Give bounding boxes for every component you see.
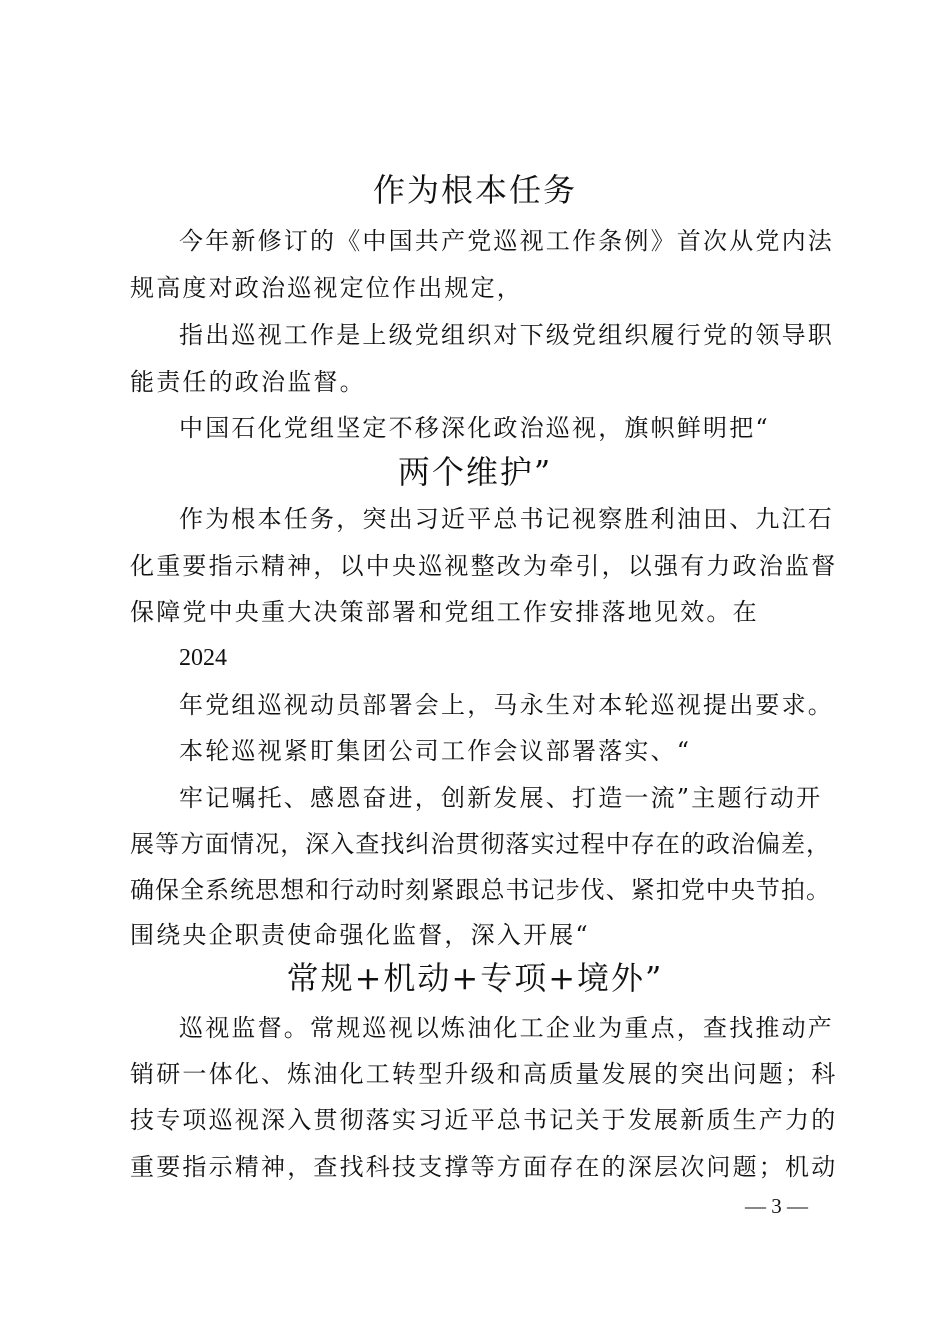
page-number: — 3 —	[745, 1194, 808, 1218]
paragraph-line: 巡视监督。常规巡视以炼油化工企业为重点，查找推动产	[179, 1014, 834, 1042]
year-text: 2024	[179, 645, 227, 671]
inline-heading: 常规+机动+专项+境外”	[286, 959, 664, 997]
paragraph-line: 规高度对政治巡视定位作出规定，	[130, 274, 523, 302]
paragraph-line: 年党组巡视动员部署会上，马永生对本轮巡视提出要求。	[179, 691, 834, 719]
inline-heading: 两个维护”	[397, 453, 553, 491]
paragraph-line: 化重要指示精神，以中央巡视整改为牵引，以强有力政治监督	[130, 552, 838, 580]
paragraph-line: 今年新修订的《中国共产党巡视工作条例》首次从党内法	[179, 227, 834, 255]
paragraph-line: 指出巡视工作是上级党组织对下级党组织履行党的领导职	[179, 321, 834, 349]
paragraph-line: 作为根本任务，突出习近平总书记视察胜利油田、九江石	[179, 505, 834, 533]
paragraph-line: 能责任的政治监督。	[130, 368, 366, 396]
paragraph-line: 重要指示精神，查找科技支撑等方面存在的深层次问题；机动	[130, 1153, 838, 1181]
paragraph-line: 保障党中央重大决策部署和党组工作安排落地见效。在	[130, 598, 759, 626]
paragraph-line: 围绕央企职责使命强化监督，深入开展“	[130, 921, 590, 949]
paragraph-line: 确保全系统思想和行动时刻紧跟总书记步伐、紧扣党中央节拍。	[130, 876, 830, 904]
paragraph-line: 中国石化党组坚定不移深化政治巡视，旗帜鲜明把“	[179, 414, 770, 442]
section-heading: 作为根本任务	[372, 171, 577, 209]
paragraph-line: 销研一体化、炼油化工转型升级和高质量发展的突出问题；科	[130, 1060, 838, 1088]
paragraph-line: 本轮巡视紧盯集团公司工作会议部署落实、“	[179, 737, 692, 765]
paragraph-line: 牢记嘱托、感恩奋进，创新发展、打造一流”主题行动开	[179, 784, 823, 812]
paragraph-line: 展等方面情况，深入查找纠治贯彻落实过程中存在的政治偏差，	[130, 830, 830, 858]
paragraph-line: 技专项巡视深入贯彻落实习近平总书记关于发展新质生产力的	[130, 1106, 838, 1134]
